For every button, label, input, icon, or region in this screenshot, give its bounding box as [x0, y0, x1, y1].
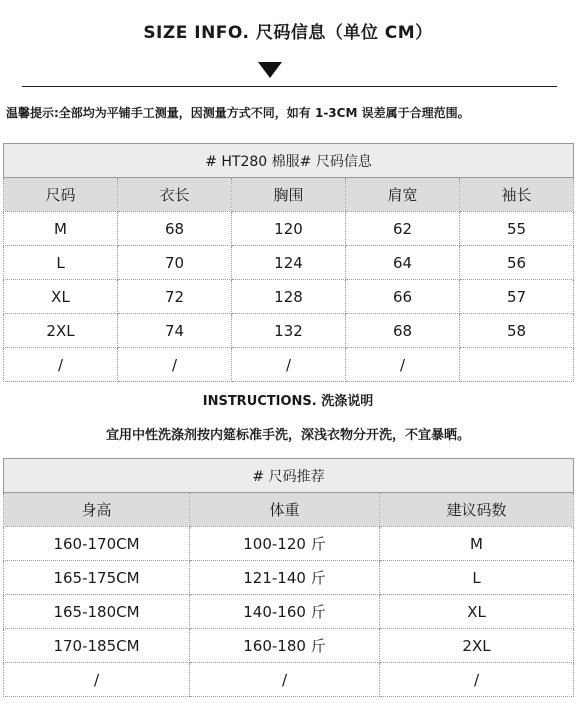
table-cell: 165-175CM [4, 561, 190, 595]
table-row [4, 212, 574, 246]
table-cell: 66 [346, 280, 460, 314]
header-cell: 胸围 [232, 178, 346, 212]
table-cell: / [118, 348, 232, 382]
table-cell: 124 [232, 246, 346, 280]
table-cell: 62 [346, 212, 460, 246]
table-row [4, 348, 574, 382]
table-cell: / [4, 348, 118, 382]
size-info-table [3, 143, 574, 382]
size-table-caption: # HT280 棉服# 尺码信息 [4, 144, 574, 178]
washing-instructions: 宜用中性洗涤剂按内筵标准手洗，深浅衣物分开洗，不宜暴晒。 [105, 428, 470, 443]
table-cell: 160-180 斤 [190, 629, 380, 663]
header-cell: 尺码 [4, 178, 118, 212]
table-cell: 57 [460, 280, 574, 314]
table-cell: 170-185CM [4, 629, 190, 663]
table-cell: L [4, 246, 118, 280]
size-recommendation-table [3, 458, 574, 697]
page-title: SIZE INFO. 尺码信息（单位 CM） [143, 23, 433, 43]
table-cell: M [380, 527, 574, 561]
recommend-table-header-row [4, 493, 574, 527]
table-cell: 132 [232, 314, 346, 348]
size-table-header-row [4, 178, 574, 212]
header-cell: 身高 [4, 493, 190, 527]
table-cell: 68 [346, 314, 460, 348]
table-cell [460, 348, 574, 382]
title-divider [22, 86, 557, 87]
table-row [4, 595, 574, 629]
table-cell: 70 [118, 246, 232, 280]
table-cell: 2XL [380, 629, 574, 663]
instructions-title: INSTRUCTIONS. 洗涤说明 [202, 394, 374, 409]
table-row [4, 246, 574, 280]
table-cell: XL [380, 595, 574, 629]
down-arrow-icon [258, 62, 282, 78]
table-cell: 165-180CM [4, 595, 190, 629]
table-cell: 2XL [4, 314, 118, 348]
table-cell: XL [4, 280, 118, 314]
table-cell: 140-160 斤 [190, 595, 380, 629]
table-cell: 55 [460, 212, 574, 246]
header-cell: 体重 [190, 493, 380, 527]
table-cell: / [380, 663, 574, 697]
header-cell: 衣长 [118, 178, 232, 212]
table-cell: 64 [346, 246, 460, 280]
table-cell: 121-140 斤 [190, 561, 380, 595]
table-row [4, 561, 574, 595]
table-cell: 72 [118, 280, 232, 314]
recommend-table-caption: # 尺码推荐 [4, 459, 574, 493]
table-cell: 128 [232, 280, 346, 314]
table-row [4, 280, 574, 314]
measurement-note: 温馨提示:全部均为平铺手工测量，因测量方式不同，如有 1-3CM 误差属于合理范围。 [6, 106, 470, 120]
table-row [4, 314, 574, 348]
table-cell: / [4, 663, 190, 697]
header-cell: 肩宽 [346, 178, 460, 212]
table-cell: 160-170CM [4, 527, 190, 561]
table-cell: M [4, 212, 118, 246]
table-row [4, 663, 574, 697]
header-cell: 建议码数 [380, 493, 574, 527]
header-cell: 袖长 [460, 178, 574, 212]
table-cell: / [232, 348, 346, 382]
table-cell: L [380, 561, 574, 595]
table-cell: 58 [460, 314, 574, 348]
table-cell: 120 [232, 212, 346, 246]
table-cell: 56 [460, 246, 574, 280]
table-cell: 100-120 斤 [190, 527, 380, 561]
table-row [4, 629, 574, 663]
table-row [4, 527, 574, 561]
table-cell: 68 [118, 212, 232, 246]
table-cell: / [346, 348, 460, 382]
table-cell: / [190, 663, 380, 697]
table-cell: 74 [118, 314, 232, 348]
